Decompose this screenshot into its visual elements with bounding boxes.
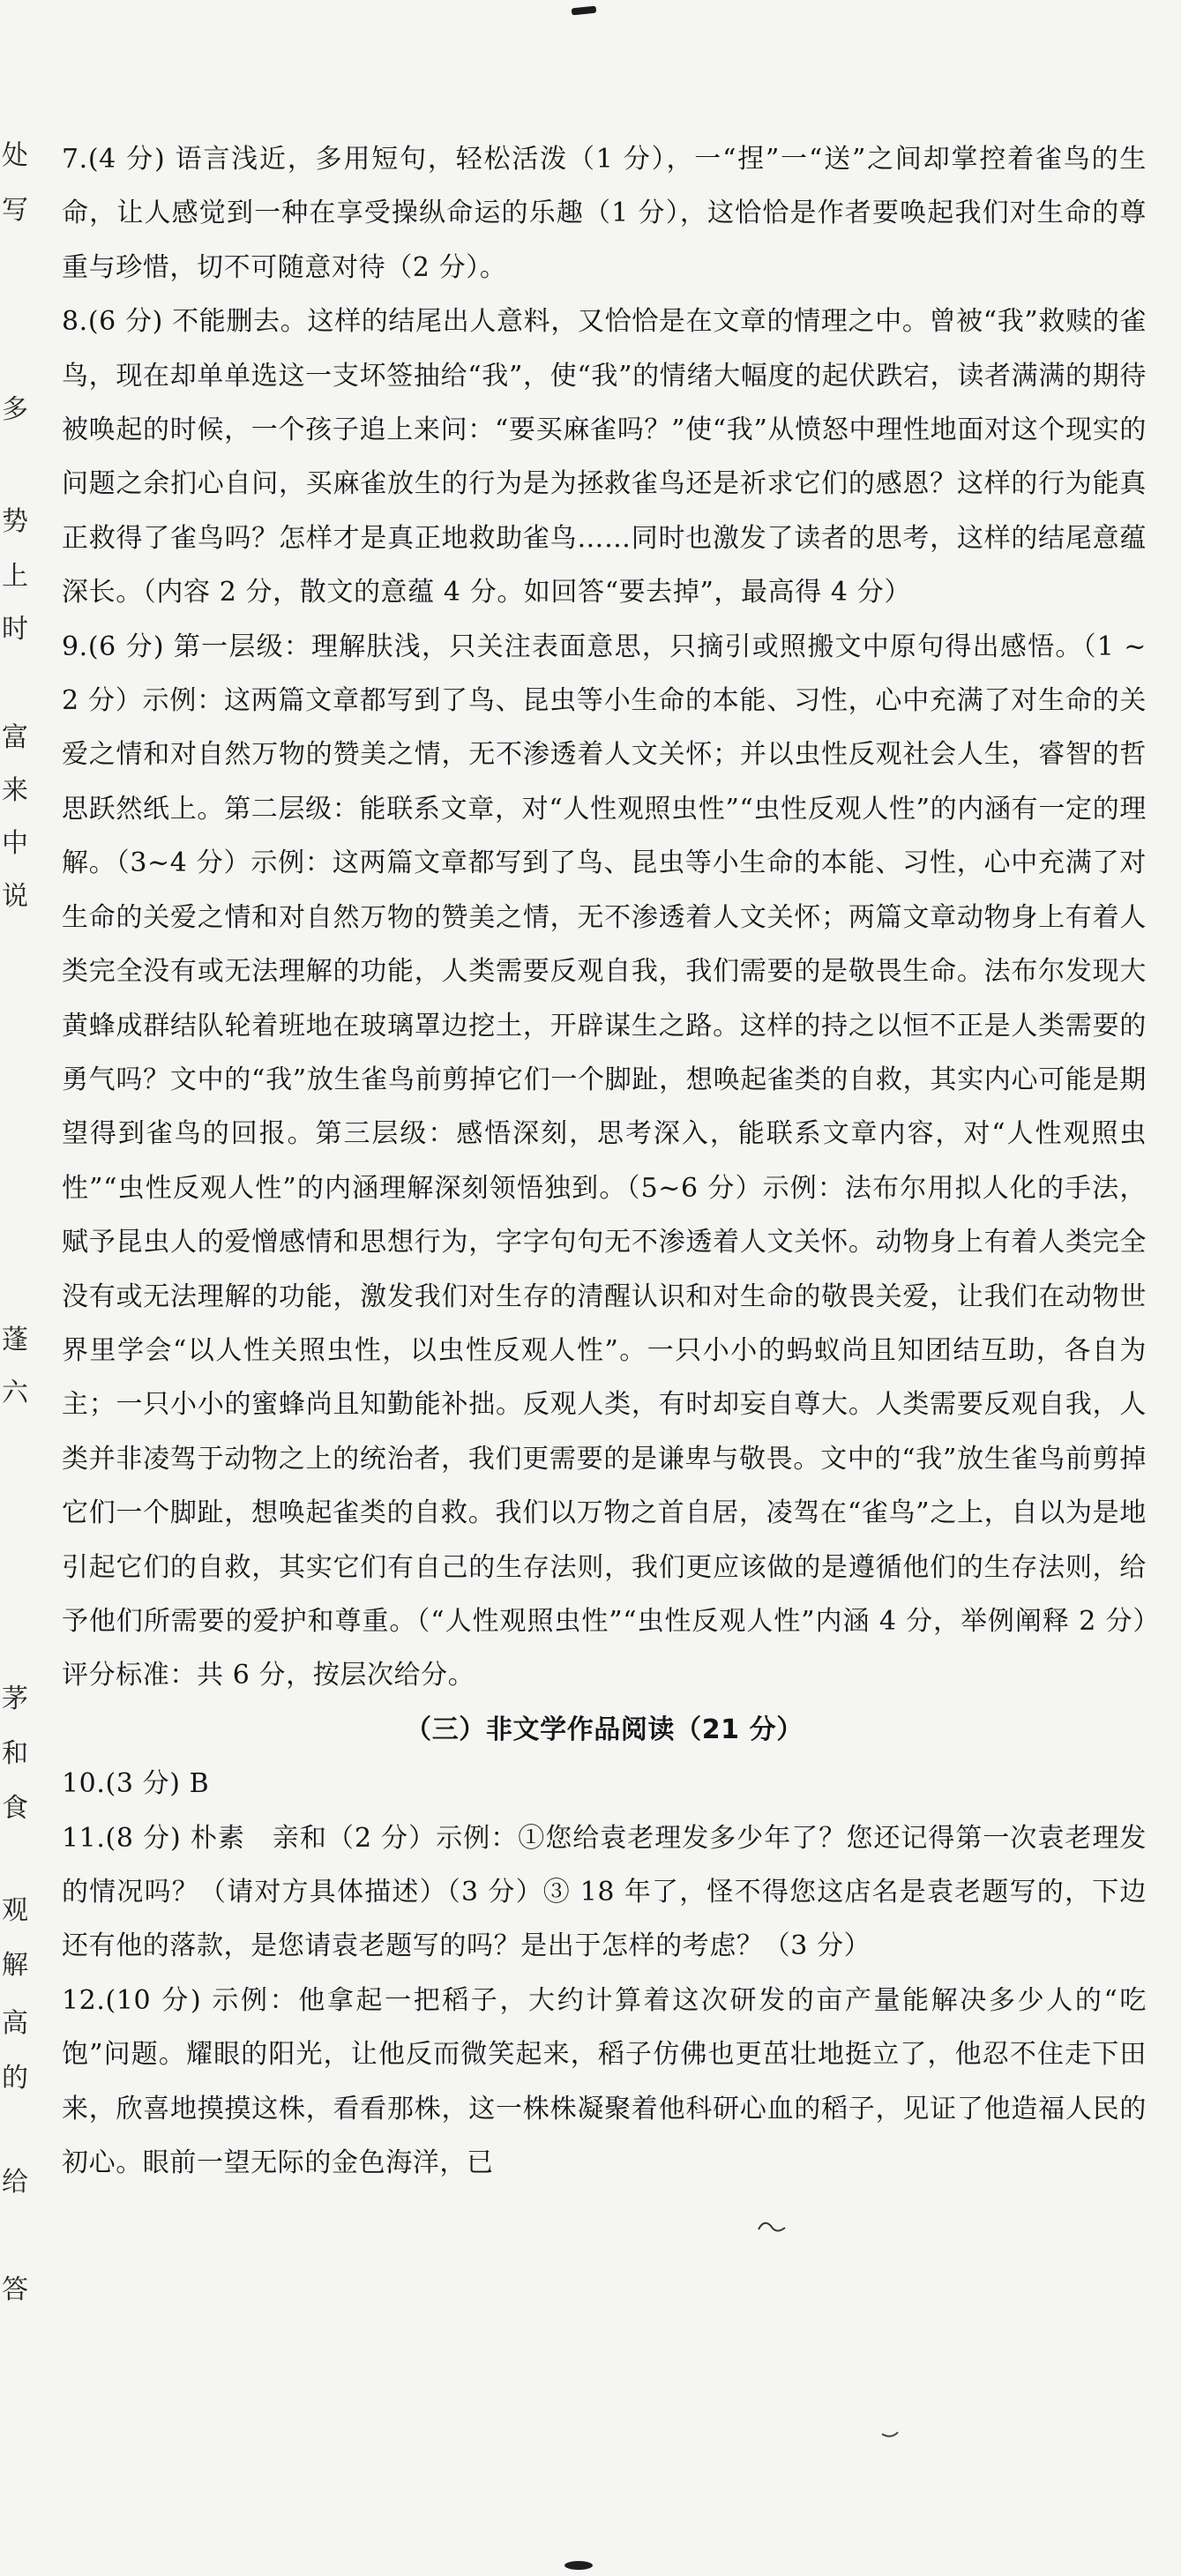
margin-char: 处	[2, 141, 28, 171]
margin-char: 答	[2, 2275, 28, 2305]
margin-char: 和	[2, 1739, 28, 1769]
margin-char: 六	[2, 1378, 28, 1408]
margin-char: 上	[2, 562, 28, 592]
margin-char: 来	[2, 776, 28, 806]
margin-char: 势	[2, 507, 28, 537]
answer-q7: 7.(4 分) 语言浅近，多用短句，轻松活泼（1 分），一“捏”一“送”之间却掌控着雀鸟的生命，让人感觉到一种在享受操纵命运的乐趣（1 分），这恰恰是作者要唤起我们对生命的尊重与珍惜，切不可随意对待（2 分）。	[62, 144, 1147, 283]
margin-char: 说	[2, 882, 28, 912]
margin-char: 多	[2, 395, 28, 425]
margin-char: 中	[2, 829, 28, 859]
answer-q12: 12.(10 分) 示例：他拿起一把稻子，大约计算着这次研发的亩产量能解决多少人的“吃饱”问题。耀眼的阳光，让他反而微笑起来，稻子仿佛也更茁壮地挺立了，他忍不住走下田来，欣喜地摸摸这株，看看那株，这一株株凝聚着他科研心血的稻子，见证了他造福人民的初心。眼前一望无际的金色海洋，已	[62, 1984, 1147, 2179]
margin-char: 高	[2, 2009, 28, 2039]
answer-text-column	[62, 132, 1147, 2190]
left-margin-strip	[0, 0, 35, 2576]
margin-char: 写	[2, 196, 28, 226]
margin-char: 给	[2, 2168, 28, 2198]
answer-q8: 8.(6 分) 不能删去。这样的结尾出人意料，又恰恰是在文章的情理之中。曾被“我”救赎的雀鸟，现在却单单选这一支坏签抽给“我”，使“我”的情绪大幅度的起伏跌宕，读者满满的期待被唤起的时候，一个孩子追上来问：“要买麻雀吗？”使“我”从愤怒中理性地面对这个现实的问题之余扪心自问，买麻雀放生的行为是为拯救雀鸟还是祈求它们的感恩？这样的行为能真正救得了雀鸟吗？怎样才是真正地救助雀鸟……同时也激发了读者的思考，这样的结尾意蕴深长。（内容 2 分，散文的意蕴 4 分。如回答“要去掉”，最高得 4 分）	[62, 306, 1147, 609]
margin-char: 时	[2, 615, 28, 645]
margin-char: 蓬	[2, 1325, 28, 1355]
pen-scribble	[882, 2432, 898, 2437]
margin-char: 解	[2, 1951, 28, 1981]
margin-char: 观	[2, 1896, 28, 1926]
margin-char: 茅	[2, 1684, 28, 1714]
bottom-binding-mark	[564, 2561, 593, 2570]
section-heading: （三）非文学作品阅读（21 分）	[405, 1714, 804, 1745]
top-binding-mark	[572, 6, 597, 16]
answer-q9: 9.(6 分) 第一层级：理解肤浅，只关注表面意思，只摘引或照搬文中原句得出感悟。（1 ~ 2 分）示例：这两篇文章都写到了鸟、昆虫等小生命的本能、习性，心中充满了对生命的关爱之情和对自然万物的赞美之情，无不渗透着人文关怀；并以虫性反观社会人生，睿智的哲思跃然纸上。第二层级：能联系文章，对“人性观照虫性”“虫性反观人性”的内涵有一定的理解。（3~4 分）示例：这两篇文章都写到了鸟、昆虫等小生命的本能、习性，心中充满了对生命的关爱之情和对自然万物的赞美之情，无不渗透着人文关怀；两篇文章动物身上有着人类完全没有或无法理解的功能，人类需要反观自我，我们需要的是敬畏生命。法布尔发现大黄蜂成群结队轮着班地在玻璃罩边挖土，开辟谋生之路。这样的持之以恒不正是人类需要的勇气吗？文中的“我”放生雀鸟前剪掉它们一个脚趾，想唤起雀类的自救，其实内心可能是期望得到雀鸟的回报。第三层级：感悟深刻，思考深入，能联系文章内容，对“人性观照虫性”“虫性反观人性”的内涵理解深刻领悟独到。（5~6 分）示例：法布尔用拟人化的手法，赋予昆虫人的爱憎感情和思想行为，字字句句无不渗透着人文关怀。动物身上有着人类完全没有或无法理解的功能，激发我们对生存的清醒认识和对生命的敬畏关爱，让我们在动物世界里学会“以人性关照虫性，以虫性反观人性”。一只小小的蚂蚁尚且知团结互助，各自为主；一只小小的蜜蜂尚且知勤能补拙。反观人类，有时却妄自尊大。人类需要反观自我，人类并非凌驾于动物之上的统治者，我们更需要的是谦卑与敬畏。文中的“我”放生雀鸟前剪掉它们一个脚趾，想唤起雀类的自救。我们以万物之首自居，凌驾在“雀鸟”之上，自以为是地引起它们的自救，其实它们有自己的生存法则，我们更应该做的是遵循他们的生存法则，给予他们所需要的爱护和尊重。（“人性观照虫性”“虫性反观人性”内涵 4 分，举例阐释 2 分）评分标准：共 6 分，按层次给分。	[62, 631, 1147, 1691]
pen-scribble	[759, 2223, 785, 2231]
margin-char: 富	[2, 723, 28, 753]
margin-char: 的	[2, 2064, 28, 2094]
margin-char: 食	[2, 1794, 28, 1824]
answer-q10: 10.(3 分) B	[62, 1768, 210, 1800]
answer-q11: 11.(8 分) 朴素 亲和（2 分）示例：①您给袁老理发多少年了？您还记得第一次袁老理发的情况吗？（请对方具体描述）（3 分）③ 18 年了，怪不得您这店名是袁老题写的，下边还有他的落款，是您请袁老题写的吗？是出于怎样的考虑？（3 分）	[62, 1822, 1147, 1962]
